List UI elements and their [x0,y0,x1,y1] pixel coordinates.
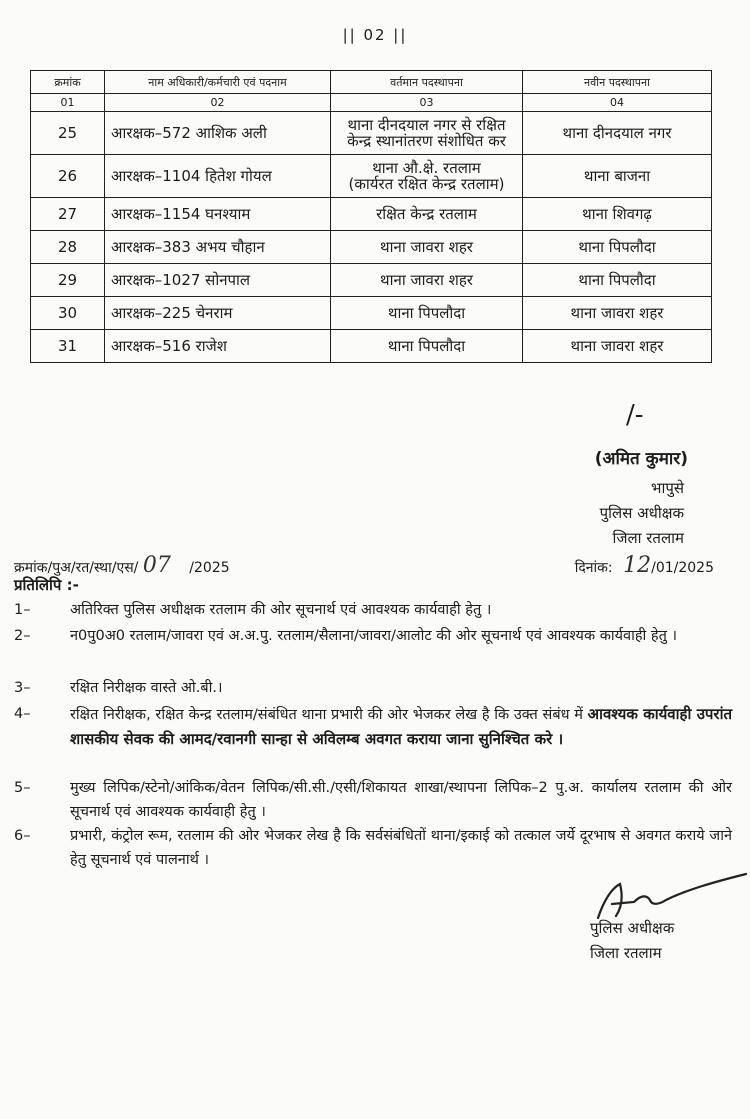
header-name: नाम अधिकारी/कर्मचारी एवं पदनाम [105,71,331,94]
table-row [31,155,712,198]
row-current-posting: थाना जावरा शहर [331,231,523,264]
row-current-posting: थाना पिपलौदा [331,330,523,363]
current-line-1: थाना औ.क्षे. रतलाम [372,159,481,177]
reference-date [575,553,714,578]
row-new-posting: थाना शिवगढ़ [523,198,712,231]
row-current-posting: थाना पिपलौदा [331,297,523,330]
copy-item [14,776,732,824]
signatory-designation: पुलिस अधीक्षक [599,504,684,522]
row-name: आरक्षक–1027 सोनपाल [105,264,331,297]
current-line-1: थाना दीनदयाल नगर से रक्षित [347,116,506,134]
signatory-district: जिला रतलाम [612,529,684,547]
footer-district: जिला रतलाम [590,944,662,962]
copy-item-text-plain: रक्षित निरीक्षक, रक्षित केन्द्र रतलाम/संबंधित थाना प्रभारी की ओर भेजकर लेख है कि उक्त संबंध में [70,707,583,723]
signature-mark: /- [626,400,644,430]
row-name: आरक्षक–1104 हितेश गोयल [105,155,331,198]
copy-item-text: रक्षित निरीक्षक वास्ते ओ.बी.। [70,680,223,696]
copy-heading: प्रतिलिपि :- [14,576,79,594]
row-serial: 25 [31,112,105,155]
signatory-name: (अमित कुमार) [594,449,688,469]
header-new-posting: नवीन पदस्थापना [523,71,712,94]
table-row [31,297,712,330]
copy-item-number: 6– [14,828,31,844]
row-current-posting: थाना जावरा शहर [331,264,523,297]
copy-item-text: मुख्य लिपिक/स्टेनो/आंकिक/वेतन लिपिक/सी.सी./एसी/शिकायत शाखा/स्थापना लिपिक–2 पु.अ. कार्यालय रतलाम की ओर सूचनार्थ एवं आवश्यक कार्यवाही हेतु । [70,780,732,820]
row-new-posting: थाना जावरा शहर [523,297,712,330]
date-handwritten-day: 12 [623,553,652,578]
copy-item-number: 4– [14,706,31,722]
row-new-posting: थाना पिपलौदा [523,264,712,297]
row-serial: 31 [31,330,105,363]
table-row [31,198,712,231]
page-number: || 02 || [342,26,408,44]
copy-item-text [70,702,732,752]
date-rest: /01/2025 [651,560,714,576]
copy-item [14,624,732,648]
row-new-posting: थाना जावरा शहर [523,330,712,363]
row-current-posting [331,112,523,155]
row-serial: 27 [31,198,105,231]
copy-item [14,702,732,752]
header-current-posting: वर्तमान पदस्थापना [331,71,523,94]
row-name: आरक्षक–383 अभय चौहान [105,231,331,264]
row-serial: 28 [31,231,105,264]
table-row [31,231,712,264]
signatory-service: भापुसे [650,479,684,497]
row-name: आरक्षक–1154 घनश्याम [105,198,331,231]
row-new-posting: थाना बाजना [523,155,712,198]
col-number: 02 [105,94,331,112]
row-new-posting: थाना पिपलौदा [523,231,712,264]
footer-designation: पुलिस अधीक्षक [590,919,675,937]
copy-item-number: 2– [14,628,31,644]
current-line-2: (कार्यरत रक्षित केन्द्र रतलाम) [348,175,505,193]
reference-year: /2025 [189,560,230,576]
col-number: 04 [523,94,712,112]
row-current-posting: रक्षित केन्द्र रतलाम [331,198,523,231]
copy-item [14,598,732,622]
header-serial: क्रमांक [31,71,105,94]
copy-item-number: 3– [14,680,31,696]
copy-item-number: 5– [14,780,31,796]
copy-item-text: प्रभारी, कंट्रोल रूम, रतलाम की ओर भेजकर लेख है कि सर्वसंबंधितों थाना/इकाई को तत्काल जर्ये दूरभाष से अवगत कराये जाने हेतु सूचनार्थ एवं पालनार्थ । [70,828,732,868]
row-name: आरक्षक–572 आशिक अली [105,112,331,155]
table-row [31,330,712,363]
date-label: दिनांक: [574,560,613,576]
copy-item [14,676,732,700]
table-row [31,264,712,297]
copy-item-number: 1– [14,602,31,618]
row-serial: 26 [31,155,105,198]
current-line-2: केन्द्र स्थानांतरण संशोधित कर [347,132,506,150]
row-name: आरक्षक–516 राजेश [105,330,331,363]
table-column-numbers [31,94,712,112]
col-number: 03 [331,94,523,112]
reference-prefix: क्रमांक/पुअ/रत/स्था/एस/ [14,560,139,576]
table-header-row [31,71,712,94]
copy-item-text-bold: आवश्यक कार्यवाही उपरांत शासकीय सेवक की आमद/रवानगी सान्हा से अविलम्ब अवगत कराया जाना सुनिश्चित करे । [70,705,733,748]
row-serial: 30 [31,297,105,330]
reference-handwritten-number: 07 [142,553,171,578]
table-row [31,112,712,155]
copy-item-text: अतिरिक्त पुलिस अधीक्षक रतलाम की ओर सूचनार्थ एवं आवश्यक कार्यवाही हेतु । [70,602,492,618]
row-current-posting [331,155,523,198]
col-number: 01 [31,94,105,112]
row-name: आरक्षक–225 चेनराम [105,297,331,330]
row-serial: 29 [31,264,105,297]
posting-table [30,70,712,363]
copy-item [14,824,732,872]
copy-item-text: न0पु0अ0 रतलाम/जावरा एवं अ.अ.पु. रतलाम/सैलाना/जावरा/आलोट की ओर सूचनार्थ एवं आवश्यक कार्यवाही हेतु । [70,628,677,644]
row-new-posting: थाना दीनदयाल नगर [523,112,712,155]
